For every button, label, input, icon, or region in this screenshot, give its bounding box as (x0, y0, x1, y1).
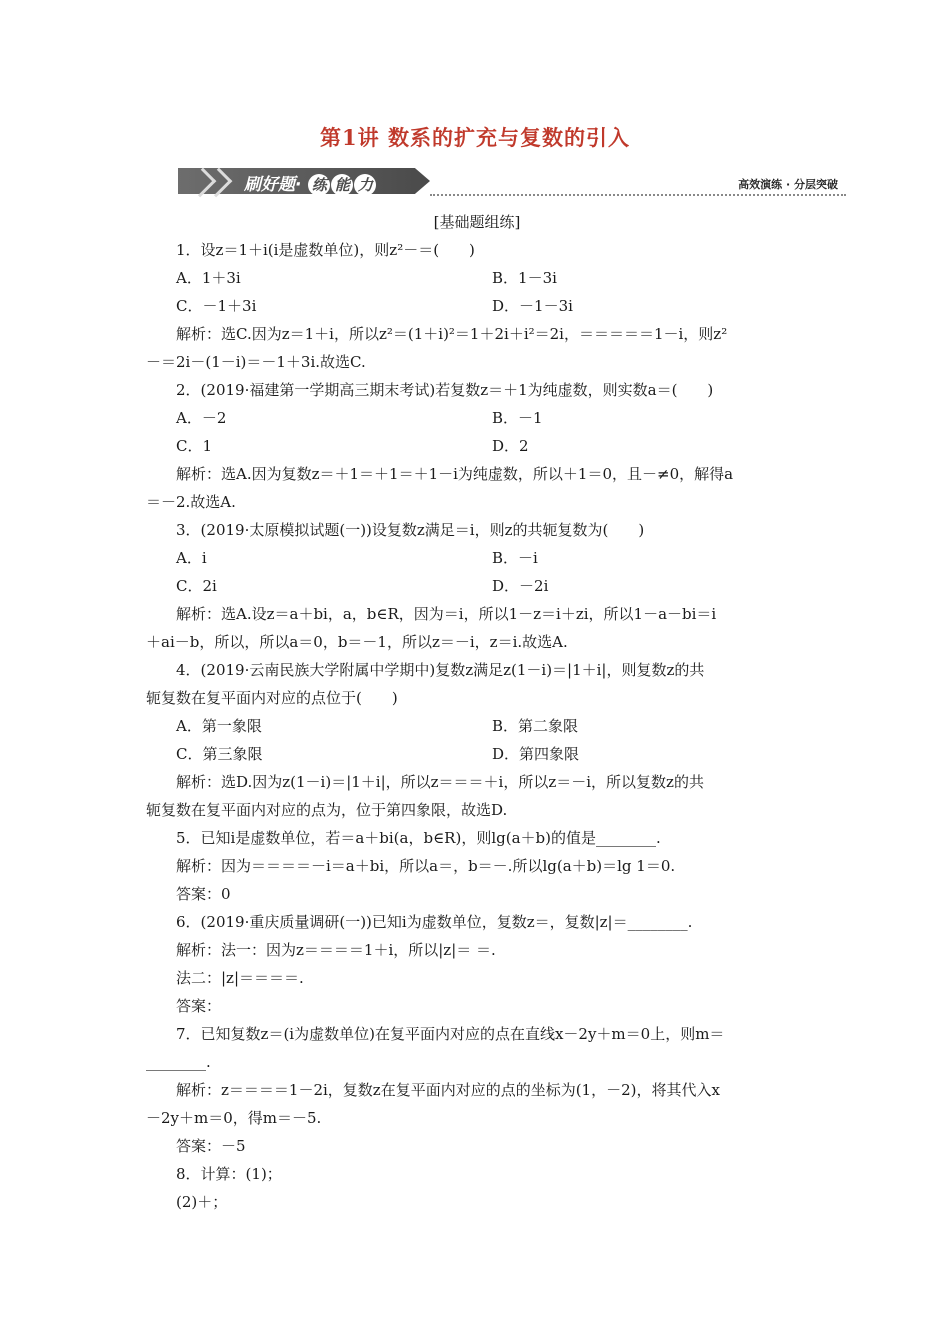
banner-divider (430, 194, 846, 196)
option: C．2i (176, 577, 217, 595)
answer-line: 答案：－5 (176, 1137, 246, 1155)
solution-line: 解析：选D.因为z(1－i)＝|1＋i|，所以z＝＝＝＋i，所以z＝－i，所以复数z的共 (176, 773, 704, 791)
solution-line: ＋ai－b，所以，所以a＝0，b＝－1，所以z＝－i，z＝i.故选A. (146, 633, 568, 651)
banner-prefix: 刷好题 (244, 175, 295, 195)
banner-circle-char: 能 (331, 174, 353, 196)
solution-line: －＝2i－(1－i)＝－1＋3i.故选C. (146, 353, 366, 371)
question-8-part: (2)＋； (176, 1193, 228, 1211)
solution-line: －2y＋m＝0，得m＝－5. (146, 1109, 322, 1127)
option: D．－2i (492, 577, 549, 595)
option: A．1＋3i (176, 269, 241, 287)
option: D．第四象限 (492, 745, 580, 763)
question-4: 4．(2019·云南民族大学附属中学期中)复数z满足z(1－i)＝|1＋i|，则复数z的共 (176, 661, 705, 679)
solution-line: ＝－2.故选A. (146, 493, 236, 511)
banner-dot: · (295, 175, 302, 195)
question-4-cont: 轭复数在复平面内对应的点位于( ) (146, 689, 398, 707)
options-row (146, 292, 808, 320)
question-7: 7．已知复数z＝(i为虚数单位)在复平面内对应的点在直线x－2y＋m＝0上，则m＝ (176, 1025, 725, 1043)
banner-tagline: 高效演练 · 分层突破 (738, 178, 838, 191)
banner-label (244, 170, 376, 196)
solution-line: 解析：选A.因为复数z＝＋1＝＋1＝＋1－i为纯虚数，所以＋1＝0，且－≠0，解得a (176, 465, 734, 483)
page-title: 第1讲 数系的扩充与复数的引入 (320, 125, 630, 150)
option: B．－1 (492, 409, 543, 427)
solution-line: 轭复数在复平面内对应的点为，位于第四象限，故选D. (146, 801, 508, 819)
option: B．－i (492, 549, 538, 567)
options-row (146, 404, 808, 432)
question-2: 2．(2019·福建第一学期高三期末考试)若复数z＝＋1为纯虚数，则实数a＝( ) (176, 381, 714, 399)
options-row (146, 740, 808, 768)
answer-line: 答案：0 (176, 885, 231, 903)
question-1: 1．设z＝1＋i(i是虚数单位)，则z²－＝( ) (176, 241, 475, 259)
question-8: 8．计算：(1)； (176, 1165, 282, 1183)
option: C．第三象限 (176, 745, 263, 763)
solution-line: 解析：法一：因为z＝＝＝＝1＋i，所以|z|＝ ＝. (176, 941, 496, 959)
section-heading: [基础题组练] (433, 213, 521, 231)
option: A．i (176, 549, 207, 567)
question-5: 5．已知i是虚数单位，若＝a＋bi(a，b∈R)，则lg(a＋b)的值是________. (176, 829, 661, 847)
banner-circle-char: 力 (354, 174, 376, 196)
solution-line: 解析：选A.设z＝a＋bi，a，b∈R，因为＝i，所以1－z＝i＋zi，所以1－a－bi＝i (176, 605, 717, 623)
answer-line: 答案： (176, 997, 222, 1015)
solution-line: 法二：|z|＝＝＝＝. (176, 969, 304, 987)
options-row (146, 264, 808, 292)
options-row (146, 712, 808, 740)
question-6: 6．(2019·重庆质量调研(一))已知i为虚数单位，复数z＝，复数|z|＝________. (176, 913, 693, 931)
option: D．2 (492, 437, 529, 455)
options-row (146, 544, 808, 572)
question-3: 3．(2019·太原模拟试题(一))设复数z满足＝i，则z的共轭复数为( ) (176, 521, 645, 539)
option: C．1 (176, 437, 213, 455)
section-banner (178, 168, 846, 198)
option: A．第一象限 (176, 717, 262, 735)
option: C．－1＋3i (176, 297, 257, 315)
option: B．第二象限 (492, 717, 579, 735)
solution-line: 解析：z＝＝＝＝1－2i，复数z在复平面内对应的点的坐标为(1，－2)，将其代入x (176, 1081, 720, 1099)
solution-line: 解析：选C.因为z＝1＋i，所以z²＝(1＋i)²＝1＋2i＋i²＝2i，＝＝＝＝＝1－i，则z² (176, 325, 728, 343)
solution-line: 解析：因为＝＝＝＝－i＝a＋bi，所以a＝，b＝－.所以lg(a＋b)＝lg 1＝0. (176, 857, 676, 875)
options-row (146, 572, 808, 600)
option: D．－1－3i (492, 297, 573, 315)
option: B．1－3i (492, 269, 557, 287)
banner-circle-char: 练 (308, 174, 330, 196)
exercise-content (146, 208, 808, 1216)
question-7-cont: ________. (146, 1053, 211, 1071)
options-row (146, 432, 808, 460)
option: A．－2 (176, 409, 227, 427)
